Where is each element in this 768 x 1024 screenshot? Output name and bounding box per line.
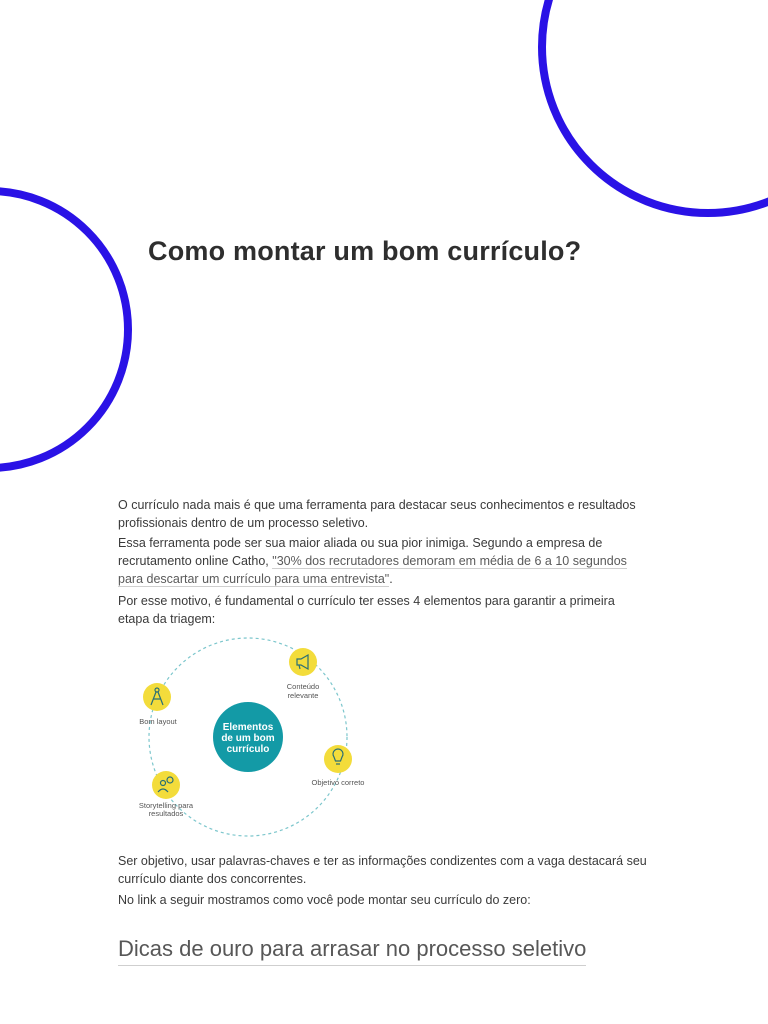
item-objetivo-correto	[312, 745, 365, 787]
decorative-circle-top-right	[538, 0, 768, 217]
center-text-line3: currículo	[226, 744, 270, 755]
item-label-line1: Objetivo correto	[311, 778, 365, 787]
item-bom-layout	[139, 683, 177, 726]
megaphone-icon-badge	[289, 648, 317, 676]
catho-paragraph	[118, 534, 648, 588]
page-title: Como montar um bom currículo?	[148, 236, 582, 266]
item-storytelling	[139, 771, 194, 818]
item-label-line1: Bom layout	[139, 717, 177, 726]
elements-intro-paragraph: Por esse motivo, é fundamental o currículo ter esses 4 elementos para garantir a primeira etapa da triagem:	[118, 594, 615, 626]
resume-elements-infographic	[118, 635, 398, 840]
catho-quote-link[interactable]: "30% dos recrutadores demoram em média de 6 a 10 segundos para descartar um currículo para uma entrevista"	[118, 554, 627, 586]
item-conteudo-relevante	[287, 648, 320, 700]
catho-paragraph-end: .	[389, 572, 393, 586]
section-heading-link[interactable]: Dicas de ouro para arrasar no processo seletivo	[118, 936, 586, 966]
item-label-line1: Conteúdo	[286, 682, 320, 691]
item-label-line2: relevante	[287, 691, 319, 700]
compass-icon-badge	[143, 683, 171, 711]
center-text-line1: Elementos	[222, 722, 274, 733]
center-text-line2: de um bom	[221, 733, 275, 744]
link-intro-paragraph: No link a seguir mostramos como você pode montar seu currículo do zero:	[118, 893, 531, 907]
decorative-circle-left	[0, 187, 132, 472]
objective-paragraph: Ser objetivo, usar palavras-chaves e ter as informações condizentes com a vaga destacará seu currículo diante dos concorrentes.	[118, 854, 647, 886]
people-icon-badge	[152, 771, 180, 799]
item-label-line1: Storytelling para	[138, 801, 194, 810]
intro-paragraph: O currículo nada mais é que uma ferramenta para destacar seus conhecimentos e resultados profissionais dentro de um processo seletivo.	[118, 498, 636, 530]
infographic-svg	[118, 635, 398, 840]
catho-paragraph-text: Essa ferramenta pode ser sua maior aliada ou sua pior inimiga. Segundo a empresa de recrutamento online Catho,	[118, 536, 603, 568]
item-label-line2: resultados	[148, 809, 184, 818]
